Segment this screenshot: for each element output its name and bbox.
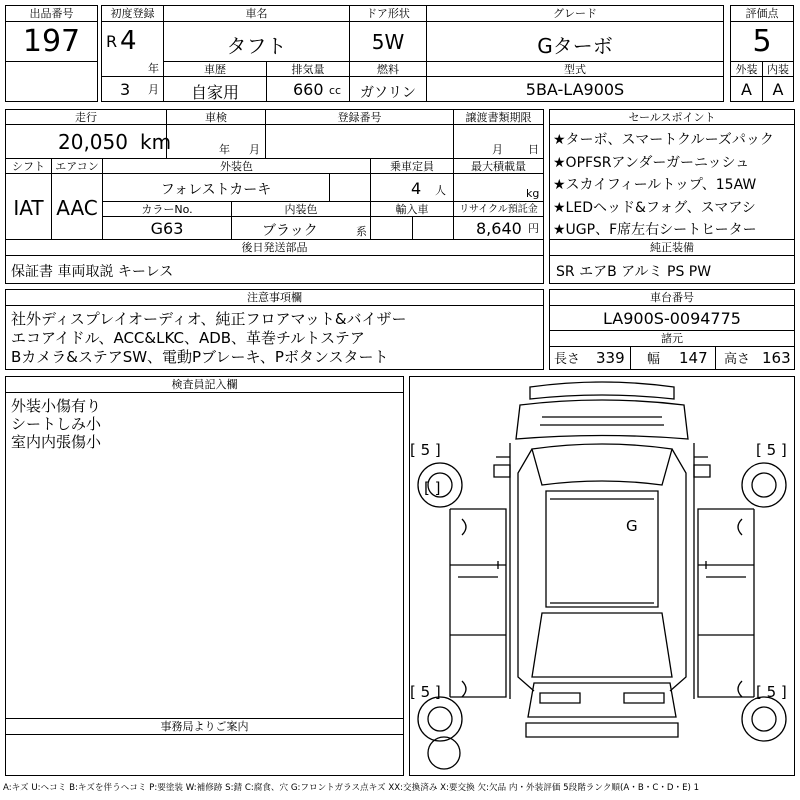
ac-cell [51,173,103,240]
car-name: タフト [226,34,287,58]
office-box [5,734,404,776]
inspection-month-unit: 月 [249,143,260,156]
name-header-cell [163,5,350,22]
genuine-cell [549,255,795,284]
notes-box [5,305,544,370]
sales-points-box [549,124,795,240]
plate-label: 登録番号 [337,111,382,124]
notes-label: 注意事項欄 [247,291,302,304]
ext-header-cell [730,61,763,77]
inspection-cell [166,124,266,159]
model-code: 5BA-LA900S [525,80,625,99]
later-parts-cell [5,255,544,284]
note-line: 社外ディスプレイオーディオ、純正フロアマット&バイザー [11,310,407,328]
width-label: 幅 [647,352,661,367]
model-label: 型式 [564,63,586,76]
shift-cell [5,173,52,240]
door-header-cell [349,5,427,22]
genuine-equipment: SR エアB アルミ PS PW [556,264,712,280]
int-label: 内装 [767,63,789,76]
model-header-cell [426,61,724,77]
score-cell [730,21,794,62]
chassis-cell [549,305,795,331]
reg-year: 4 [120,26,137,56]
fuel-cell [349,76,427,102]
width: 147 [679,349,708,367]
int-color-cell [231,216,371,240]
grade: Gターボ [537,34,613,58]
shift-label: シフト [12,160,45,173]
inspector-label: 検査員記入欄 [171,378,238,391]
sales-label: セールスポイント [628,111,716,124]
ac-label: エアコン [55,160,99,173]
inspector-line: シートしみ小 [11,415,102,433]
int-color-label: 内装色 [284,203,318,216]
load-header-cell [453,158,544,174]
displacement: 660 [293,80,324,99]
color-label: 外装色 [220,160,253,173]
door-type: 5W [371,30,405,54]
notes-header-cell [5,289,544,306]
grade-cell [426,21,724,62]
int-color-header-cell [231,201,371,217]
later-parts-label: 後日発送部品 [241,241,308,254]
year-unit: 年 [148,62,159,75]
int-cell [762,76,794,102]
import-cell-a [370,216,413,240]
fuel: ガソリン [360,85,416,101]
ac-header-cell [51,158,103,174]
score-header-cell [730,5,794,22]
history-label: 車歴 [204,63,226,76]
recycle-unit: 円 [528,222,539,235]
seats-header-cell [370,158,454,174]
history-header-cell [163,61,267,77]
inspector-header-cell [5,376,404,393]
inspector-line: 外装小傷有り [11,397,102,415]
transfer-month-unit: 月 [492,143,503,156]
tire-rr-mark: [ 5 ] [756,683,787,701]
tire-rl-mark: [ 5 ] [410,683,441,701]
dims-header-cell [549,330,795,347]
history: 自家用 [190,83,239,102]
length-label: 長さ [554,352,581,367]
car-diagram-box [409,376,795,776]
inspector-box [5,392,404,719]
mileage-label: 走行 [75,111,97,124]
color: フォレストカーキ [160,182,272,198]
seats: 4 [411,179,422,198]
load-unit: kg [526,187,540,200]
lot-cell [5,21,98,62]
transfer-label: 譲渡書類期限 [465,111,532,124]
color-no-header-cell [102,201,232,217]
lot-header-cell [5,5,98,22]
office-label: 事務局よりご案内 [160,720,249,733]
lot-label: 出品番号 [29,7,74,20]
color-cell [102,173,330,202]
height-label: 高さ [724,352,751,367]
month-unit: 月 [148,83,159,96]
color-no: G63 [150,219,184,238]
cc-header-cell [266,61,350,77]
car-diagram [410,377,794,775]
lot-number: 197 [22,24,81,59]
fuel-label: 燃料 [377,63,399,76]
sales-point-item: ★ターボ、スマートクルーズパック [553,132,774,148]
inspector-line: 室内内張傷小 [11,433,102,451]
plate-cell [265,124,454,159]
chassis-number: LA900S-0094775 [603,309,741,328]
reg-label: 初度登録 [110,7,155,20]
dims-length-cell [549,346,631,370]
chassis-header-cell [549,289,795,306]
cc-label: 排気量 [291,63,325,76]
legend: A:キズ U:ヘコミ B:キズを伴うヘコミ P:要塗装 W:補修跡 S:錆 C:腐食、穴 G:フロントガラス点キズ XX:交換済み X:要交換 欠:欠品 内・外装評価 5段階ランク順(A・B・C・D・E) 1 [3,783,700,793]
color-header-cell [102,158,371,174]
chassis-label: 車台番号 [650,291,694,304]
transfer-cell [453,124,544,159]
note-line: Bカメラ&ステアSW、電動Pブレーキ、Pボタンスタート [11,348,389,366]
ext-grade: A [741,80,752,99]
door-label: ドア形状 [366,7,410,20]
seats-cell [370,173,454,202]
damage-mark-g: G [626,517,638,535]
load-cell [453,173,544,202]
mileage-cell [5,124,172,159]
seats-label: 乗車定員 [390,160,434,173]
sales-header-cell [549,109,795,125]
tire-fr-mark: [ 5 ] [756,441,787,459]
later-parts: 保証書 車両取説 キーレス [11,264,174,280]
dims-height-cell [715,346,795,370]
score-label: 評価点 [745,7,779,20]
grade-header-cell [426,5,724,22]
ext-cell [730,76,763,102]
reg-month-cell [101,76,164,102]
reg-year-cell [101,21,164,77]
dims-label: 諸元 [661,332,683,345]
recycle-label: リサイクル預託金 [459,204,538,215]
reg-month: 3 [120,80,131,99]
genuine-label: 純正装備 [650,241,694,254]
sales-point-item: ★UGP、F席左右シートヒーター [553,222,757,238]
height: 163 [762,349,791,367]
int-color-unit: 系 [356,225,367,238]
model-cell [426,76,724,102]
cc-cell [266,76,350,102]
mileage-unit: km [140,130,172,154]
recycle: 8,640 [476,219,522,238]
mileage: 20,050 [58,130,128,154]
fuel-header-cell [349,61,427,77]
history-cell [163,76,267,102]
note-line: エコアイドル、ACC&LKC、ADB、革巻チルトステア [11,329,365,347]
dims-width-cell [630,346,716,370]
transfer-day-unit: 日 [528,143,539,156]
int-color: ブラック [262,223,318,239]
recycle-header-cell [453,201,544,217]
name-label: 車名 [245,7,268,20]
sales-point-item: ★OPFSRアンダーガーニッシュ [553,154,750,171]
ext-label: 外装 [735,63,758,76]
sales-point-item: ★スカイフィールトップ、15AW [553,177,757,193]
import-label: 輸入車 [395,203,429,216]
seats-unit: 人 [435,184,446,197]
tire-fl-mark: [ 5 ] [410,441,441,459]
office-header-cell [5,718,404,735]
reg-header-cell [101,5,164,22]
spare-mark: [ ] [424,479,441,497]
length: 339 [596,349,625,367]
shift: IAT [13,196,44,220]
door-cell [349,21,427,62]
inspection-year-unit: 年 [219,143,230,156]
later-parts-header-cell [5,239,544,256]
import-header-cell [370,201,454,217]
name-cell [163,21,350,62]
color-no-label: カラーNo. [141,203,193,216]
score: 5 [752,24,772,59]
grade-label: グレード [553,7,597,20]
int-grade: A [772,80,784,99]
color-extra-cell [329,173,371,202]
era: R [106,32,118,51]
recycle-cell [453,216,544,240]
transfer-header-cell [453,109,544,125]
lot-blank-cell [5,61,98,102]
inspection-label: 車検 [205,111,227,124]
cc-unit: cc [329,84,342,97]
color-no-cell [102,216,232,240]
mileage-header-cell [5,109,167,125]
genuine-header-cell [549,239,795,256]
inspection-header-cell [166,109,266,125]
import-cell-b [412,216,454,240]
int-header-cell [762,61,794,77]
shift-header-cell [5,158,52,174]
sales-point-item: ★LEDヘッド&フォグ、スマアシ [553,199,756,216]
ac: AAC [56,196,98,220]
plate-header-cell [265,109,454,125]
load-label: 最大積載量 [471,160,526,173]
